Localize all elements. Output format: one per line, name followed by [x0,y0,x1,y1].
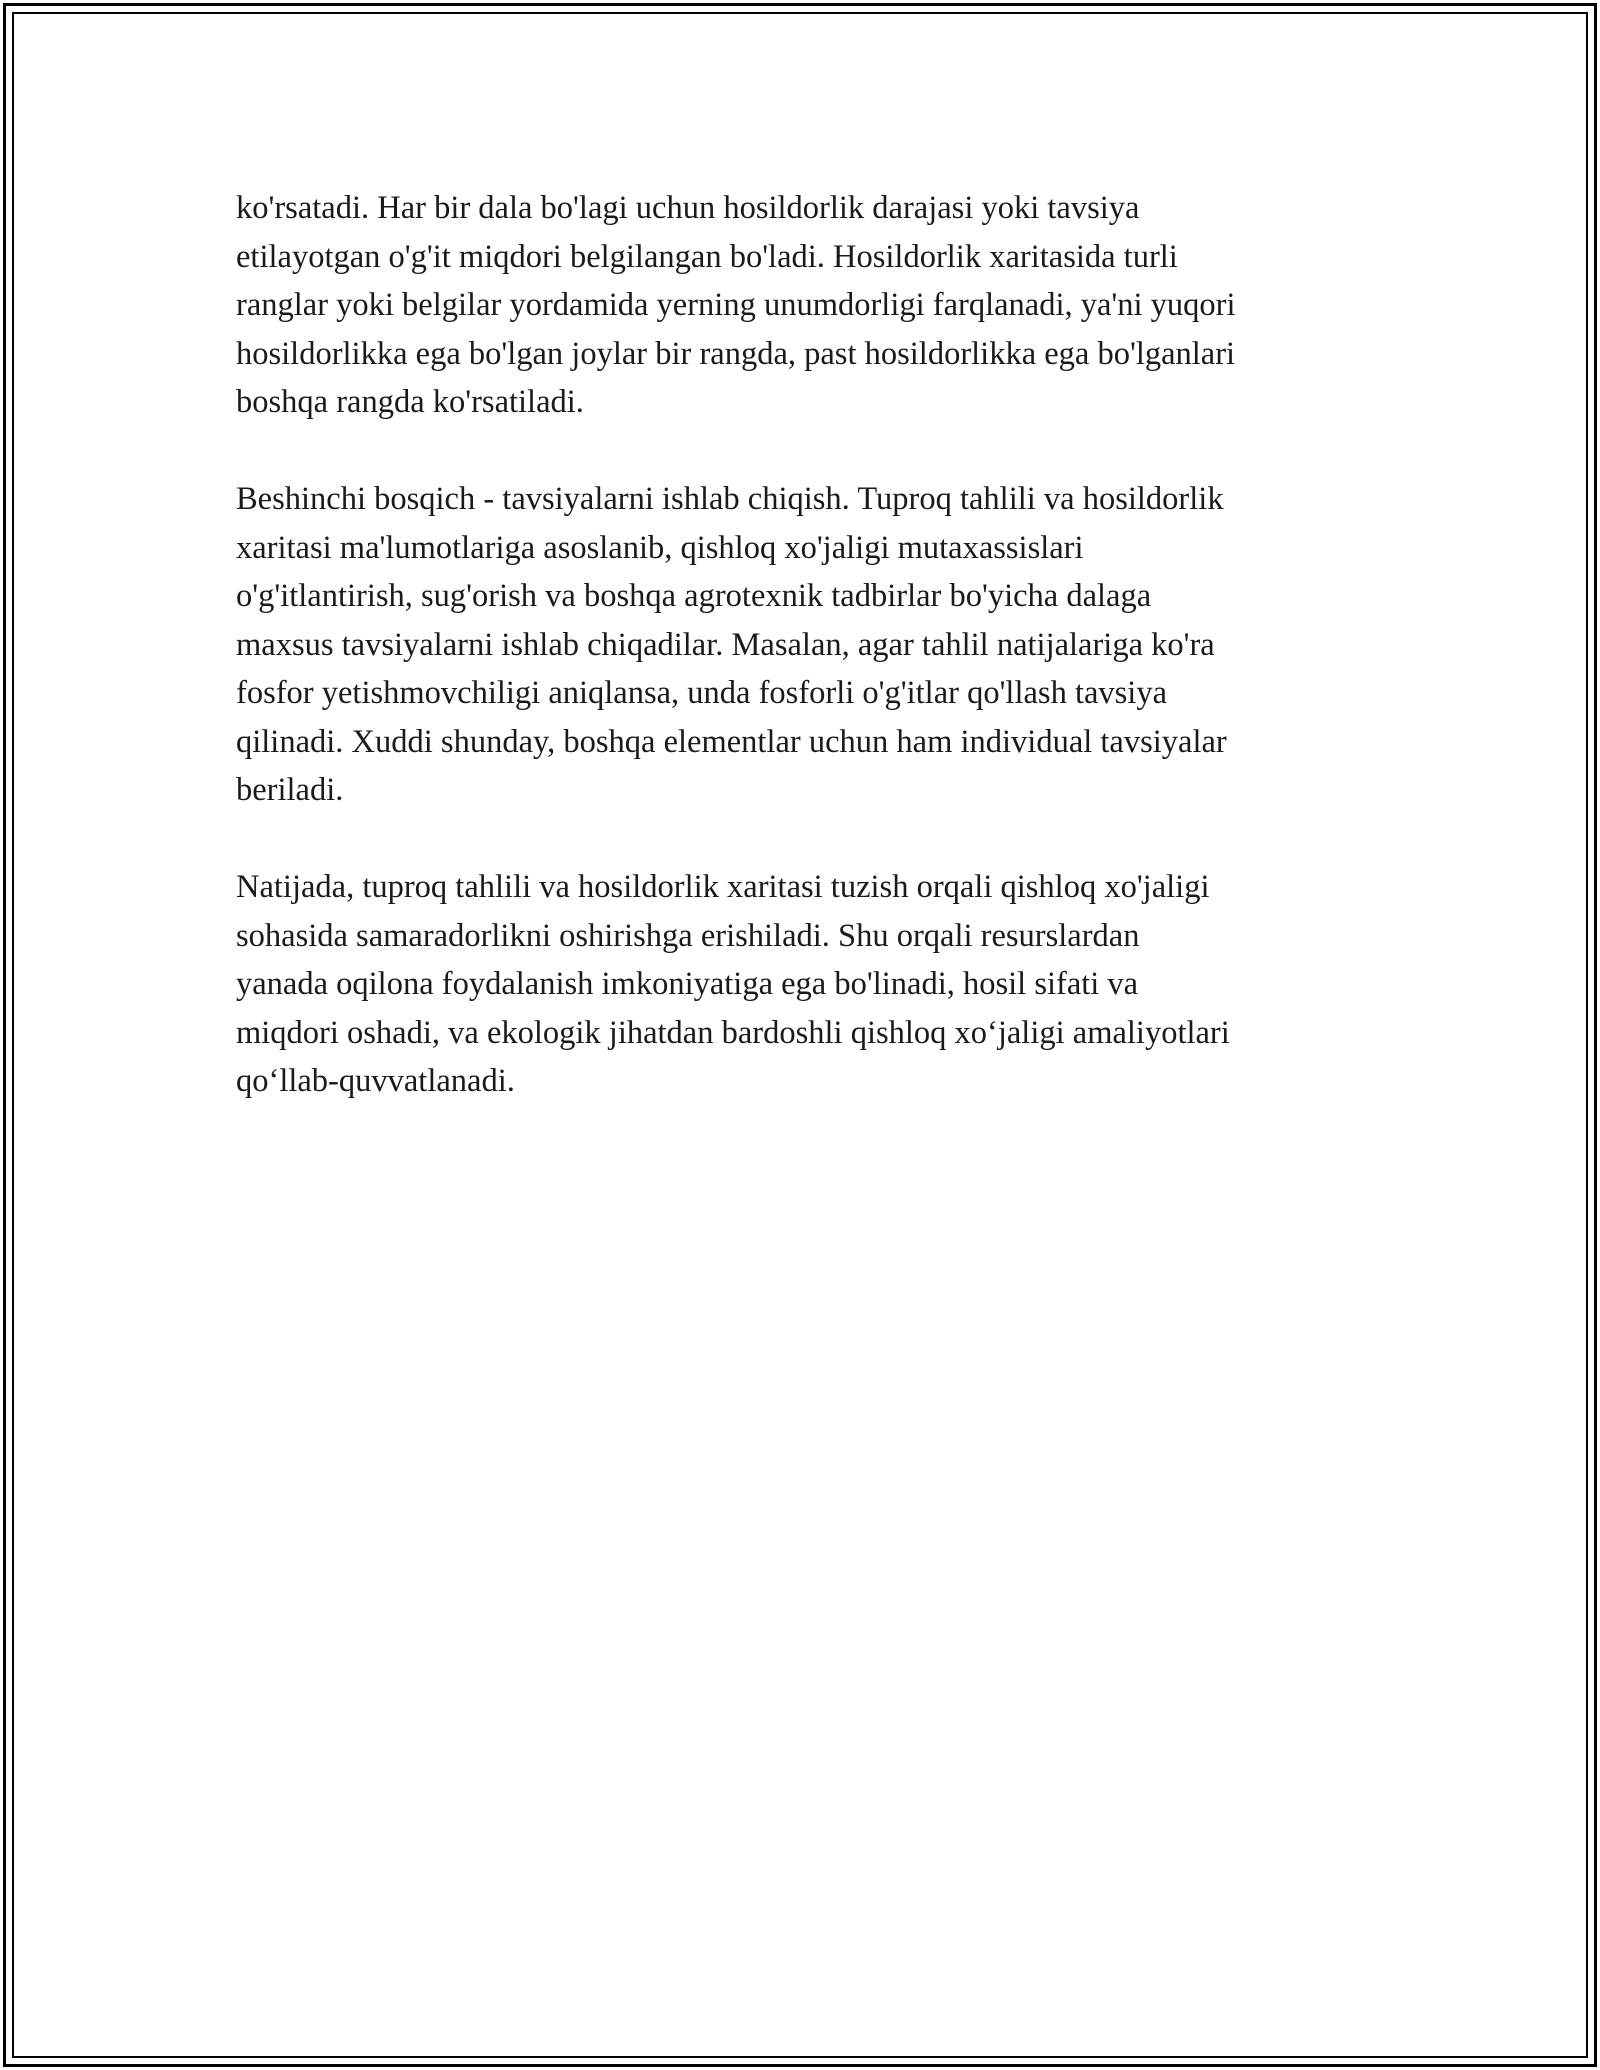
paragraph-line: hosildorlikka ega bo'lgan joylar bir rangda, past hosildorlikka ega bo'lganlari [236,335,1236,372]
paragraph-line: ko'rsatadi. Har bir dala bo'lagi uchun hosildorlik darajasi yoki tavsiya [236,190,1140,226]
paragraph-line: yanada oqilona foydalanish imkoniyatiga ega bo'linadi, hosil sifati va [236,966,1139,1002]
paragraph-line: qo‘llab-quvvatlanadi. [236,1063,515,1099]
paragraph-line: etilayotgan o'g'it miqdori belgilangan bo'ladi. Hosildorlik xaritasida turli [236,238,1178,275]
paragraph-line: boshqa rangda ko'rsatiladi. [236,384,584,420]
paragraph-line: sohasida samaradorlikni oshirishga erishiladi. Shu orqali resurslardan [236,917,1140,954]
paragraph-1 [236,184,1364,427]
document-body [236,184,1364,1154]
paragraph-2 [236,475,1364,815]
paragraph-line: fosfor yetishmovchiligi aniqlansa, unda fosforli o'g'itlar qo'llash tavsiya [236,675,1167,711]
paragraph-line: xaritasi ma'lumotlariga asoslanib, qishloq xo'jaligi mutaxassislari [236,529,1084,566]
paragraph-line: miqdori oshadi, va ekologik jihatdan bardoshli qishloq xo‘jaligi amaliyotlari [236,1014,1230,1051]
paragraph-line: Natijada, tuproq tahlili va hosildorlik xaritasi tuzish orqali qishloq xo'jaligi [236,869,1210,905]
paragraph-line: beriladi. [236,772,344,808]
paragraph-line: Beshinchi bosqich - tavsiyalarni ishlab chiqish. Tuproq tahlili va hosildorlik [236,481,1224,517]
paragraph-line: o'g'itlantirish, sug'orish va boshqa agrotexnik tadbirlar bo'yicha dalaga [236,578,1152,614]
paragraph-line: maxsus tavsiyalarni ishlab chiqadilar. Masalan, agar tahlil natijalariga ko'ra [236,626,1215,663]
paragraph-line: qilinadi. Xuddi shunday, boshqa elementlar uchun ham individual tavsiyalar [236,723,1227,760]
paragraph-3 [236,863,1364,1106]
paragraph-line: ranglar yoki belgilar yordamida yerning unumdorligi farqlanadi, ya'ni yuqori [236,287,1236,323]
